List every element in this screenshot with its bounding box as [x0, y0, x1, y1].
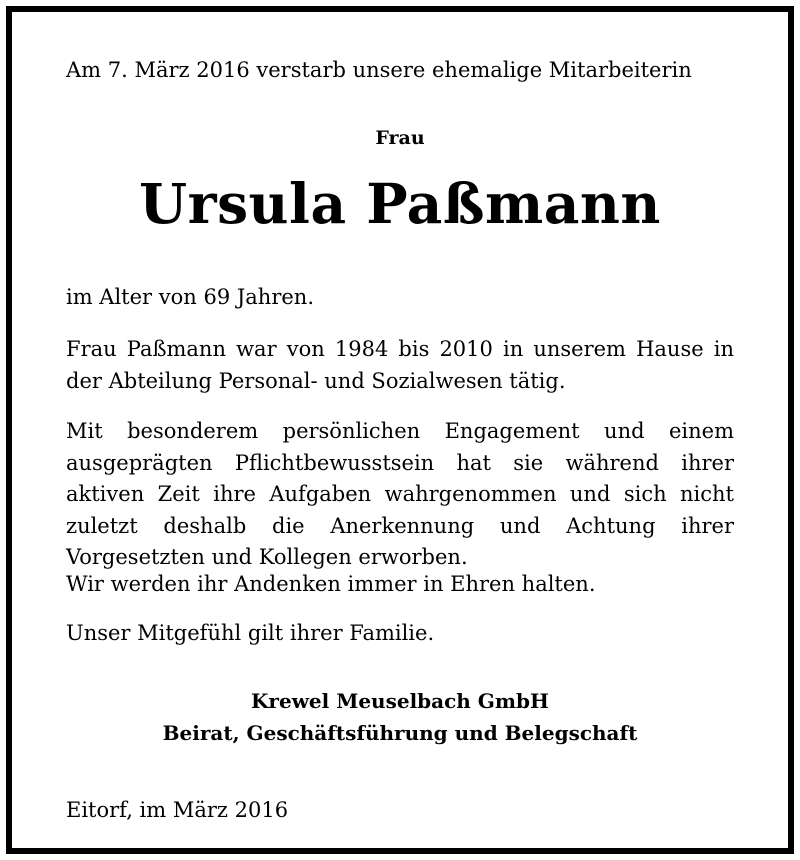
sender-company: Krewel Meuselbach GmbH: [251, 689, 549, 713]
engagement-paragraph: Mit besonderem persönlichen Engagement und einem ausgeprägten Pflichtbewusstsein hat sie während ihrer aktiven Zeit ihre Aufgaben wahrgenommen und sich nicht zuletzt deshalb die Anerkennung und Achtung ihrer Vorgesetzten und Kollegen erworben.: [66, 419, 734, 569]
salutation: Frau: [375, 127, 425, 149]
sender-block: [66, 685, 734, 749]
deceased-name: Ursula Paßmann: [139, 171, 661, 236]
honor-line: Wir werden ihr Andenken immer in Ehren halten.: [66, 572, 596, 596]
sender-groups: Beirat, Geschäftsführung und Belegschaft: [162, 721, 638, 745]
notice-content: [66, 12, 734, 848]
obituary-notice: [6, 6, 794, 854]
intro-line: Am 7. März 2016 verstarb unsere ehemalige Mitarbeiterin: [66, 58, 692, 82]
place-date: Eitorf, im März 2016: [66, 798, 289, 822]
age-line: im Alter von 69 Jahren.: [66, 285, 315, 309]
career-paragraph: Frau Paßmann war von 1984 bis 2010 in unserem Hause in der Abteilung Personal- und Sozialwesen tätig.: [66, 337, 734, 393]
sympathy-line: Unser Mitgefühl gilt ihrer Familie.: [66, 621, 435, 645]
